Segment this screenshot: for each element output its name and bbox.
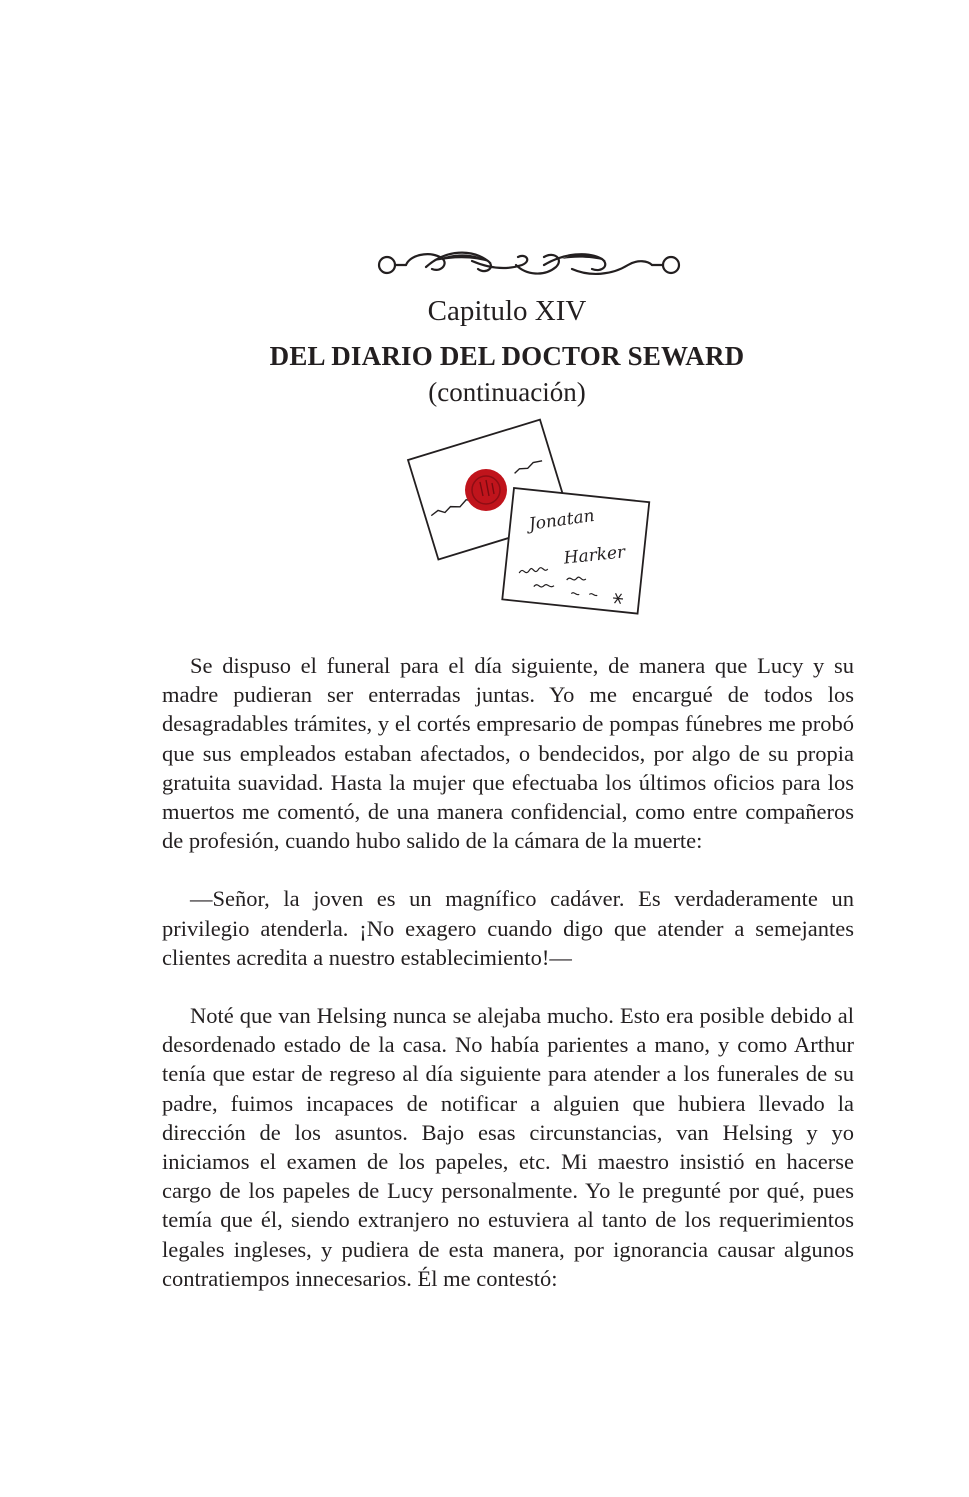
- signed-letter-icon: [502, 488, 649, 614]
- flourish-ornament-icon: [376, 243, 682, 287]
- signature-first-name: Jonatan: [527, 505, 596, 535]
- letters-illustration-icon: [400, 408, 656, 632]
- signature-last-name: Harker: [562, 542, 627, 569]
- body-text: [162, 651, 854, 1293]
- paragraph: Noté que van Helsing nunca se alejaba mucho. Esto era posible debido al desordenado estado de la casa. No había parientes a mano, y como Arthur tenía que estar de regreso al día siguiente para atender a los funerales de su padre, fuimos incapaces de notificar a alguien que hubiera llevado la dirección de los asuntos. Bajo esas circunstancias, van Helsing y yo iniciamos el examen de los papeles, etc. Mi maestro insistió en hacerse cargo de los papeles de Lucy personalmente. Yo le pregunté por qué, pues temía que él, siendo extranjero no estuviera al tanto de los requerimientos legales ingleses, y pudiera de esta manera, por ignorancia causar algunos contratiempos innecesarios. Él me contestó:: [162, 1003, 854, 1291]
- paragraph: —Señor, la joven es un magnífico cadáver. Es verdaderamente un privilegio atenderla. ¡No exagero cuando digo que atender a semejantes clientes acredita a nuestro establecimiento!—: [162, 886, 854, 970]
- chapter-title: DEL DIARIO DEL DOCTOR SEWARD: [269, 341, 745, 371]
- chapter-number: Capitulo XIV: [427, 295, 587, 327]
- paragraph: Se dispuso el funeral para el día siguiente, de manera que Lucy y su madre pudieran ser enterradas juntas. Yo me encargué de todos los desagradables trámites, y el cortés empresario de pompas fúnebres me probó que sus empleados estaban afectados, o bendecidos, por algo de su propia gratuita suavidad. Hasta la mujer que efectuaba los últimos oficios para los muertos me comentó, de una manera confidencial, como entre compañeros de profesión, cuando hubo salido de la cámara de la muerte:: [162, 653, 854, 854]
- chapter-subtitle: (continuación): [428, 377, 586, 407]
